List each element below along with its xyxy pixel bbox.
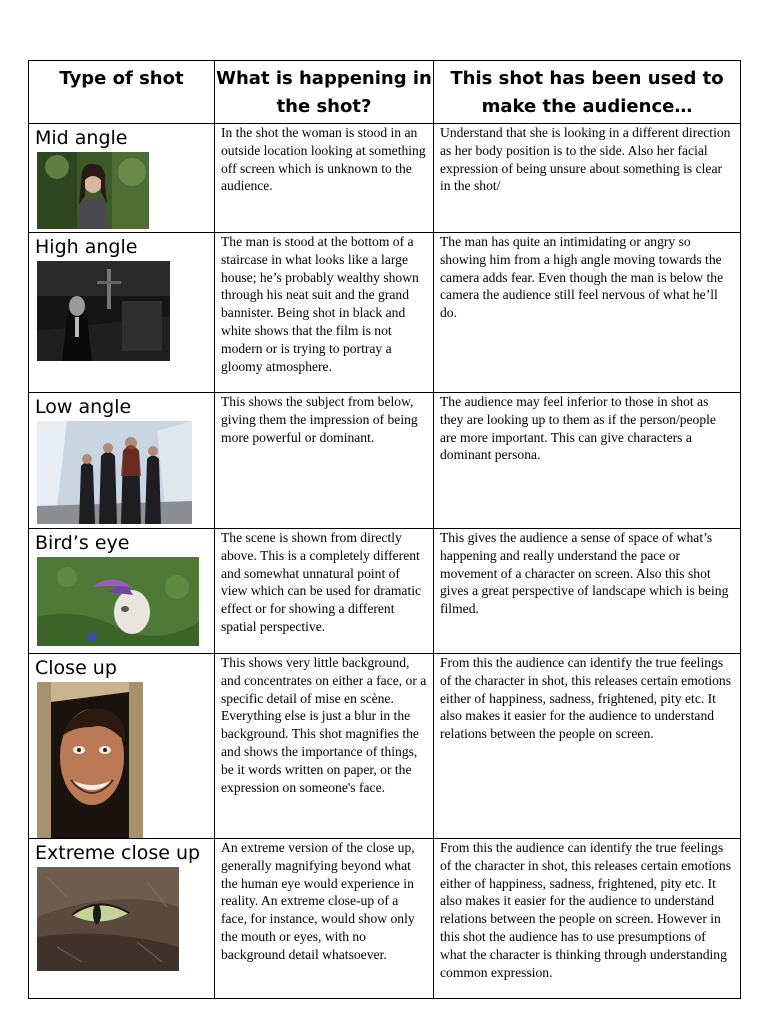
table-row (29, 529, 741, 654)
extreme-close-up-image (37, 867, 179, 971)
happening-cell: In the shot the woman is stood in an outside location looking at something off screen which is unknown to the audience. (215, 124, 434, 233)
shot-name: Low angle (35, 396, 132, 418)
low-angle-image (37, 421, 192, 524)
type-cell (29, 124, 215, 233)
high-angle-image (37, 261, 170, 361)
close-up-image (37, 682, 143, 838)
table-row (29, 654, 741, 839)
type-cell (29, 529, 215, 654)
happening-cell: This shows the subject from below, giving them the impression of being more powerful or dominant. (215, 393, 434, 529)
table-row (29, 839, 741, 999)
happening-cell: The scene is shown from directly above. This is a completely different and somewhat unnatural point of view which can be used for dramatic effect or for showing a different spatial perspective. (215, 529, 434, 654)
happening-cell: This shows very little background, and concentrates on either a face, or a specific detail of mise en scène. Everything else is just a blur in the background. This shot magnifies the and shows the importance of things, be it words written on paper, or the expression on someone's face. (215, 654, 434, 839)
shot-name: Close up (35, 657, 117, 679)
type-cell (29, 393, 215, 529)
type-cell (29, 654, 215, 839)
purpose-cell: From this the audience can identify the true feelings of the character in shot, this releases certain emotions either of happiness, sadness, frightened, pity etc. It also makes it easier for the audience to understand relations between the people on screen. However in this shot the audience has to use presumptions of what the character is thinking through understanding common expression. (434, 839, 741, 999)
purpose-cell: Understand that she is looking in a different direction as her body position is to the side. Also her facial expression of being unsure about something is clear in the shot/ (434, 124, 741, 233)
header-type-of-shot: Type of shot (29, 61, 215, 124)
shot-name: High angle (35, 236, 138, 258)
purpose-cell: This gives the audience a sense of space of what’s happening and really understand the pace or movement of a character on screen. Also this shot gives a great perspective of landscape which is being filmed. (434, 529, 741, 654)
type-cell (29, 839, 215, 999)
purpose-cell: From this the audience can identify the true feelings of the character in shot, this releases certain emotions either of happiness, sadness, frightened, pity etc. It also makes it easier for the audience to understand relations between the people on screen. (434, 654, 741, 839)
purpose-cell: The audience may feel inferior to those in shot as they are looking up to them as if the person/people are more important. This can give characters a dominant persona. (434, 393, 741, 529)
birds-eye-image (37, 557, 199, 646)
table-row (29, 233, 741, 393)
table-row (29, 124, 741, 233)
type-cell (29, 233, 215, 393)
header-happening: What is happening in the shot? (215, 61, 434, 124)
table-row (29, 393, 741, 529)
purpose-cell: The man has quite an intimidating or angry so showing him from a high angle moving towards the camera adds fear. Even though the man is below the camera the audience still feel nervous of what he’ll do. (434, 233, 741, 393)
shot-name: Mid angle (35, 127, 128, 149)
mid-angle-image (37, 152, 149, 229)
shot-types-table (28, 60, 741, 999)
header-purpose: This shot has been used to make the audience… (434, 61, 741, 124)
happening-cell: The man is stood at the bottom of a staircase in what looks like a large house; he’s probably wealthy shown through his neat suit and the grand bannister. Being shot in black and white shows that the film is not modern or is trying to portray a gloomy atmosphere. (215, 233, 434, 393)
shot-name: Bird’s eye (35, 532, 130, 554)
happening-cell: An extreme version of the close up, generally magnifying beyond what the human eye would experience in reality. An extreme close-up of a face, for instance, would show only the mouth or eyes, with no background detail whatsoever. (215, 839, 434, 999)
shot-name: Extreme close up (35, 842, 201, 864)
header-row (29, 61, 741, 124)
